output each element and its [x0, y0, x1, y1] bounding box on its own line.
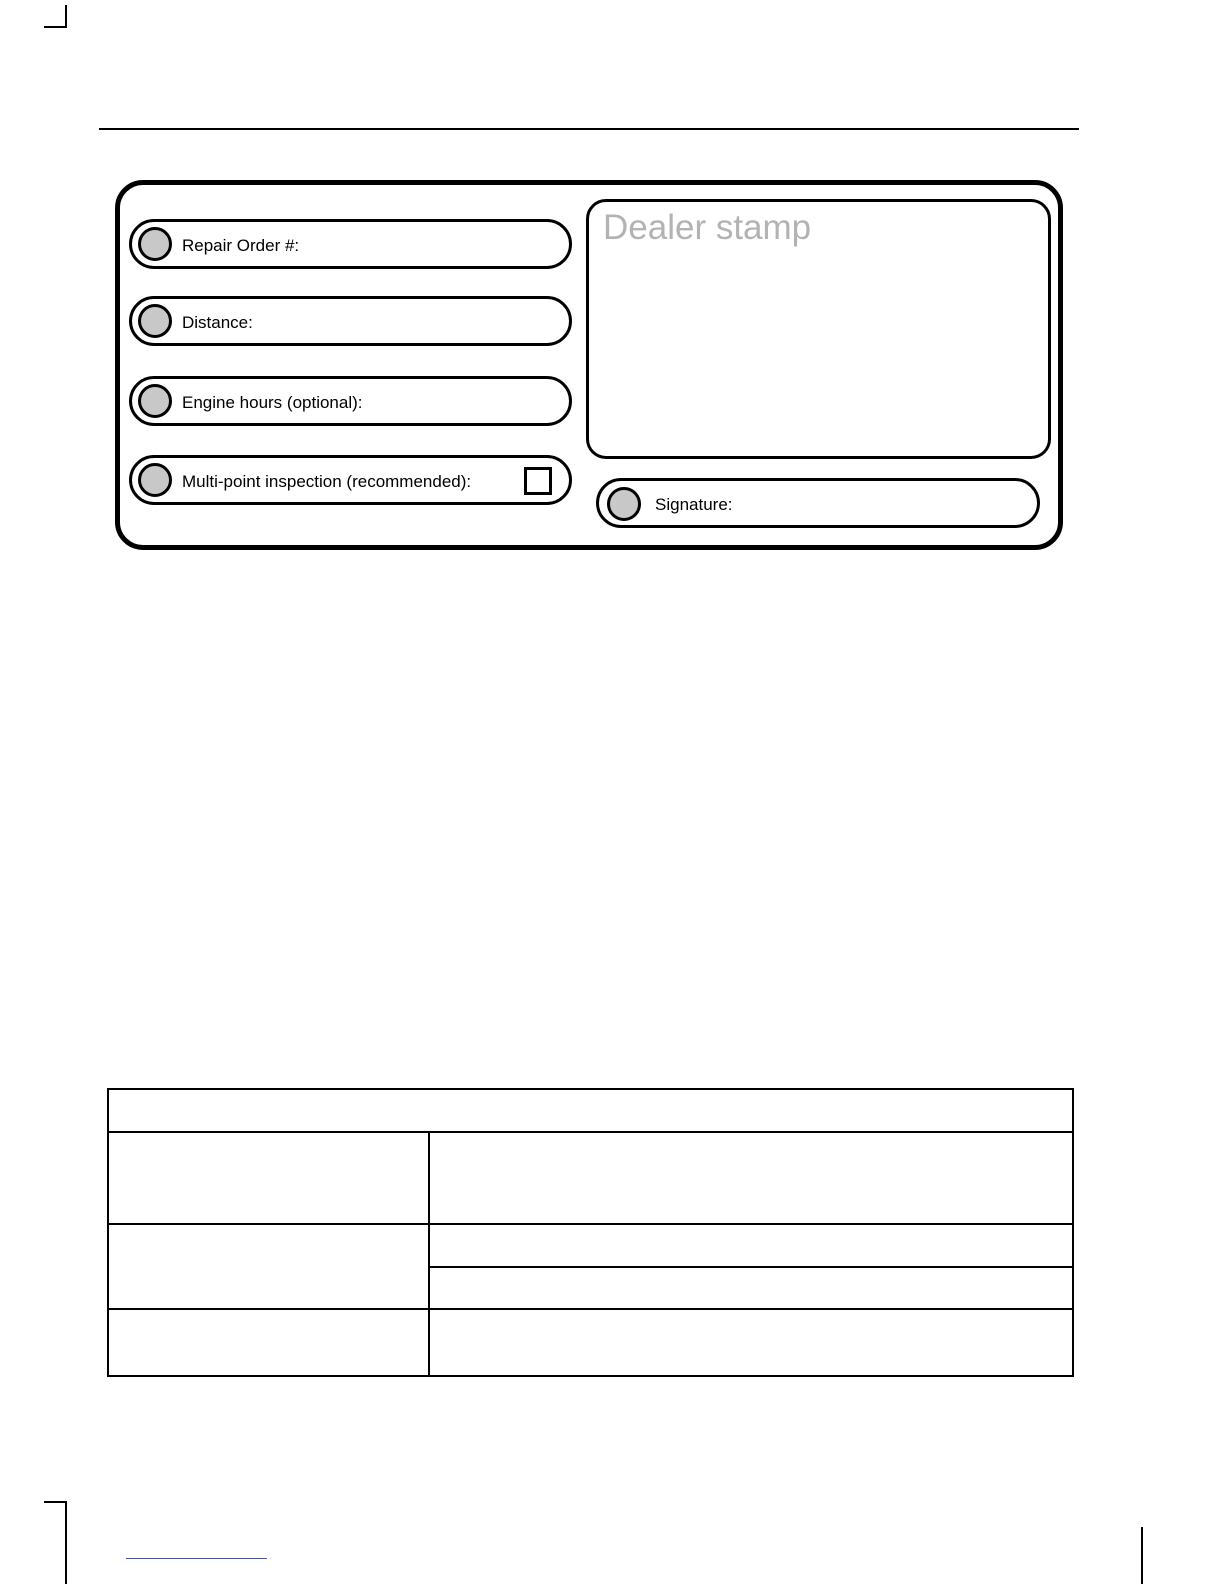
repair-order-label: Repair Order #: — [182, 236, 300, 255]
multi-point-inspection-field — [129, 455, 572, 505]
crop-mark-top-left-horizontal — [44, 26, 67, 28]
footer-link-underline[interactable] — [126, 1558, 267, 1559]
table-row — [108, 1224, 1073, 1267]
multi-point-inspection-label: Multi-point inspection (recommended): — [182, 472, 472, 491]
table-row — [108, 1132, 1073, 1224]
field-marker-icon — [138, 227, 172, 261]
field-marker-icon — [138, 384, 172, 418]
table-cell — [108, 1132, 429, 1224]
table-header-cell — [108, 1089, 1073, 1132]
engine-hours-field[interactable] — [129, 376, 572, 426]
header-rule — [99, 128, 1079, 130]
dealer-stamp-label: Dealer stamp — [603, 208, 812, 247]
distance-field[interactable] — [129, 296, 572, 346]
table-cell — [429, 1309, 1073, 1376]
dealer-stamp-area[interactable] — [586, 199, 1051, 459]
table-cell — [429, 1224, 1073, 1267]
signature-label: Signature: — [655, 495, 733, 514]
field-marker-icon — [607, 487, 641, 521]
table-row — [108, 1309, 1073, 1376]
info-table — [107, 1088, 1074, 1377]
table-cell — [429, 1267, 1073, 1309]
distance-label: Distance: — [182, 313, 253, 332]
signature-field[interactable] — [596, 478, 1040, 528]
multi-point-inspection-checkbox[interactable] — [524, 467, 552, 495]
field-marker-icon — [138, 304, 172, 338]
crop-mark-top-left-vertical — [65, 5, 67, 28]
table-cell — [108, 1224, 429, 1309]
field-marker-icon — [138, 463, 172, 497]
table-cell — [108, 1309, 429, 1376]
table-header-row — [108, 1089, 1073, 1132]
repair-order-field[interactable] — [129, 219, 572, 269]
crop-mark-bottom-left-vertical — [65, 1501, 67, 1584]
crop-mark-bottom-left-horizontal — [44, 1501, 67, 1503]
engine-hours-label: Engine hours (optional): — [182, 393, 363, 412]
table-cell — [429, 1132, 1073, 1224]
crop-mark-bottom-right-vertical — [1141, 1527, 1143, 1584]
